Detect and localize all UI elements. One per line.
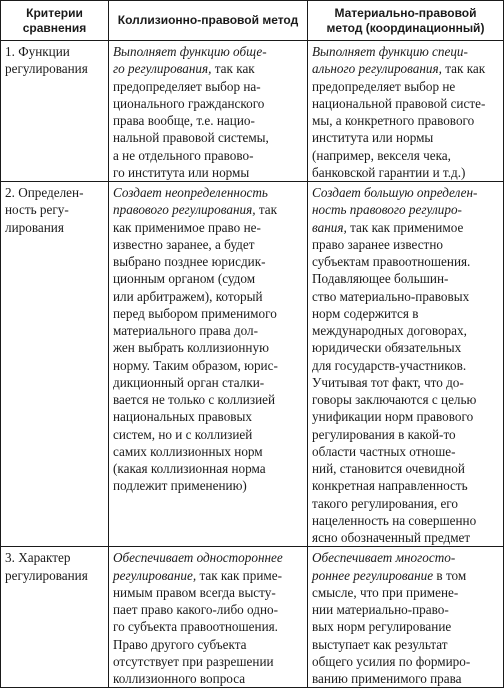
text-line: нальной правовой системы, — [113, 130, 269, 146]
text-line: Выполняет функцию обще- — [113, 44, 267, 59]
text-line: ционным органом (судом — [113, 271, 256, 287]
criterion-line: 3. Характер — [5, 550, 71, 566]
text-line: го института или нормы — [113, 164, 250, 180]
text-line: Подавляющее большин- — [312, 271, 449, 287]
criterion-line: регулирования — [5, 61, 88, 77]
text-line: ство материально-правовых — [312, 288, 470, 304]
text-line: международных договорах, — [312, 323, 467, 338]
text-line: юридически обязательных — [312, 340, 462, 356]
text-line: конкретная направленность — [312, 478, 468, 494]
text-line: норму. Таким образом, юрис- — [113, 357, 278, 373]
text-line: правового регулирования, так — [113, 202, 278, 218]
text-line: регулирования в какой-то — [312, 426, 456, 442]
text-line: дикционный орган сталки- — [113, 374, 265, 390]
text-line: унификации норм правового — [312, 409, 474, 425]
text-line: (какая коллизионная норма — [113, 461, 266, 476]
header-criteria: Критерии сравнения — [1, 1, 109, 41]
text-line: регулирование, так как приме- — [113, 567, 282, 583]
text-line: вых норм регулирование — [312, 619, 452, 635]
criterion-cell — [1, 41, 109, 182]
text-line: материального права дол- — [113, 323, 259, 338]
text-line: Создает неопределенность — [113, 185, 268, 200]
material-method-cell — [308, 41, 504, 182]
text-line: Обеспечивает одностороннее — [113, 550, 283, 566]
text-line: мы, а конкретного правового — [312, 113, 475, 128]
text-line: а не отдельного правово- — [113, 147, 254, 163]
text-line: банковской гарантии и т.д.) — [312, 164, 466, 180]
text-line: право заранее известно — [312, 236, 443, 252]
text-line: права вообще, т.е. нацио- — [113, 113, 255, 128]
text-line: предопределяет выбор на- — [113, 78, 261, 94]
text-line: Обеспечивает многосто- — [312, 550, 456, 566]
text-line: говоры заключаются с целью — [312, 392, 477, 407]
text-line: субъектам правоотношения. — [312, 254, 471, 269]
text-line: Создает большую определен- — [312, 185, 478, 200]
text-line: известно заранее, а будет — [113, 236, 255, 252]
text-line: пает право какого-либо одно- — [113, 602, 279, 617]
text-line: такого регулирования, его — [312, 495, 458, 511]
text-line: Право другого субъекта — [113, 636, 247, 652]
text-line: ясно обозначенный предмет — [312, 530, 471, 545]
text-line: роннее регулирование в том — [312, 567, 467, 583]
text-line: или арбитражем), который — [113, 288, 263, 304]
criterion-line: регулирования — [5, 567, 88, 583]
text-line: области частных отноше- — [312, 443, 456, 459]
text-line: отсутствует при разрешении — [113, 653, 274, 669]
text-line: смысле, что при примене- — [312, 584, 459, 600]
material-method-cell — [308, 182, 504, 547]
text-line: жен выбрать коллизионную — [113, 340, 269, 356]
text-line: выбрано позднее юрисдик- — [113, 254, 266, 269]
criterion-line: 1. Функции — [5, 44, 70, 59]
table-row — [1, 182, 504, 547]
criterion-line: лирования — [5, 219, 64, 235]
text-line: как применимое право не- — [113, 219, 261, 235]
text-line: ний, становится очевидной — [312, 461, 465, 476]
text-line: вается не только с коллизией — [113, 392, 276, 407]
criterion-cell — [1, 182, 109, 547]
criterion-line: 2. Определен- — [5, 185, 84, 200]
header-conflict-method: Коллизионно-правовой метод — [109, 1, 308, 41]
criterion-line: ность регу- — [5, 202, 69, 218]
text-line: нимым правом всегда высту- — [113, 584, 276, 600]
text-line: ального регулирования, так как — [312, 61, 486, 77]
conflict-method-cell — [109, 41, 308, 182]
text-line: подлежит применению) — [113, 478, 247, 494]
text-line: вания, так как применимое — [312, 219, 464, 235]
text-line: ность правового регулиро- — [312, 202, 462, 218]
text-line: Учитывая тот факт, что до- — [312, 374, 464, 390]
conflict-method-cell — [109, 182, 308, 547]
text-line: ванию применимого права — [312, 671, 462, 686]
text-line: Выполняет функцию специ- — [312, 44, 468, 59]
text-line: для государств-участников. — [312, 357, 467, 373]
text-line: института или нормы — [312, 130, 434, 146]
text-line: национальной правовой систе- — [312, 95, 486, 111]
text-line: национальных правовых — [113, 409, 252, 425]
table-row — [1, 41, 504, 182]
text-line: ционального гражданского — [113, 95, 265, 111]
text-line: предопределяет выбор не — [312, 78, 456, 94]
text-line: нии материально-право- — [312, 602, 449, 617]
text-line: го субъекта правоотношения. — [113, 619, 278, 635]
text-line: систем, но и с коллизией — [113, 426, 253, 442]
text-line: самих коллизионных норм — [113, 443, 263, 459]
text-line: коллизионного вопроса — [113, 671, 246, 686]
text-line: норм содержится в — [312, 305, 419, 321]
text-line: нацеленность на совершенно — [312, 512, 477, 528]
text-line: общего усилия по формиро- — [312, 653, 471, 669]
header-material-method: Материально-правовой метод (координационный) — [308, 1, 504, 41]
text-line: (например, векселя чека, — [312, 147, 451, 163]
table-header-row — [1, 1, 504, 41]
text-line: перед выбором применимого — [113, 305, 277, 321]
text-line: го регулирования, так как — [113, 61, 255, 77]
text-line: выступает как результат — [312, 636, 448, 652]
